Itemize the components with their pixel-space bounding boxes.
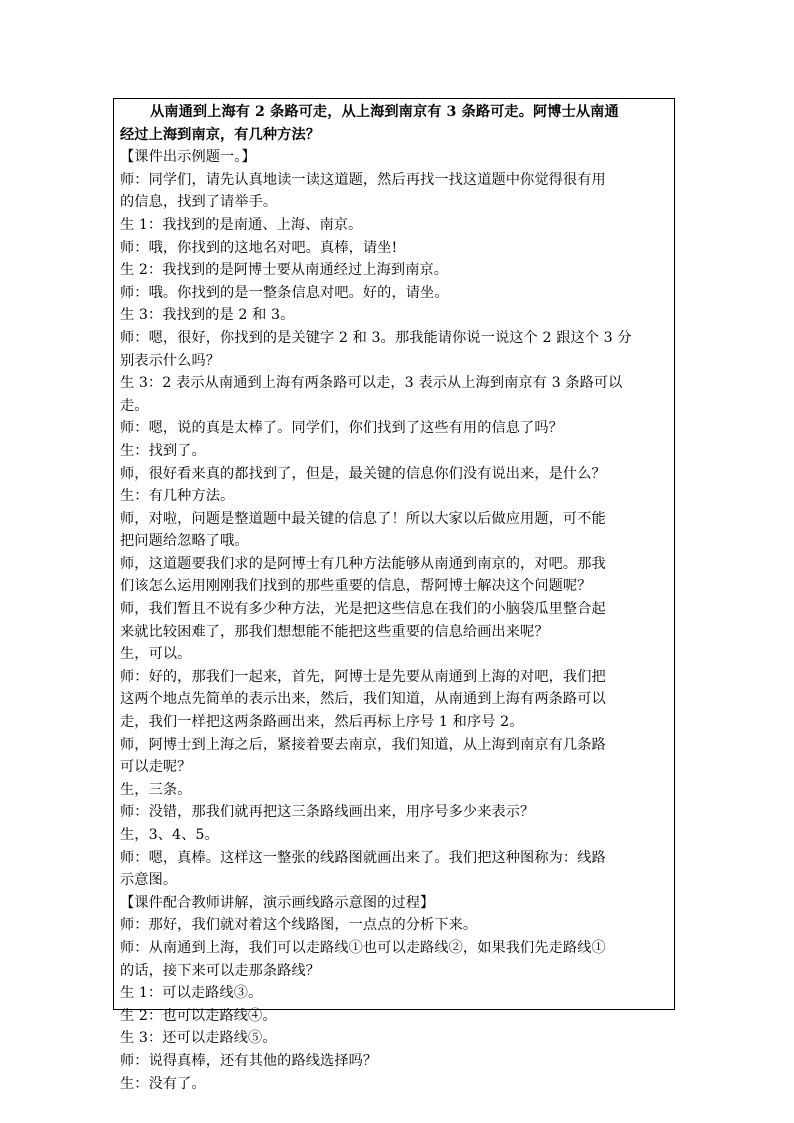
transcript-line: 师：嗯，很好，你找到的是关键字 2 和 3。那我能请你说一说这个 2 跟这个 3 分 (120, 329, 632, 346)
transcript-line: 生：没有了。 (120, 1075, 206, 1092)
transcript-line: 师，阿博士到上海之后，紧接着要去南京，我们知道，从上海到南京有几条路 (120, 736, 606, 753)
transcript-line: 的信息，找到了请举手。 (120, 194, 278, 211)
transcript-line: 生 3：还可以走路线⑤。 (120, 1030, 277, 1047)
transcript-line: 师：说得真棒，还有其他的路线选择吗？ (120, 1052, 378, 1069)
transcript-line: 师：嗯，真棒。这样这一整张的线路图就画出来了。我们把这种图称为：线路 (120, 849, 606, 866)
transcript-line: 师：好的，那我们一起来，首先，阿博士是先要从南通到上海的对吧，我们把 (120, 668, 606, 685)
lesson-transcript-box (113, 98, 675, 1092)
transcript-line: 可以走呢？ (120, 759, 192, 776)
transcript-line: 经过上海到南京，有几种方法？ (120, 126, 321, 143)
transcript-line: 生 1：我找到的是南通、上海、南京。 (120, 216, 363, 233)
transcript-line: 师，我们暂且不说有多少种方法，光是把这些信息在我们的小脑袋瓜里整合起 (120, 601, 606, 618)
transcript-line: 师：那好，我们就对着这个线路图，一点点的分析下来。 (120, 917, 478, 934)
transcript-line: 师：哦。你找到的是一整条信息对吧。好的，请坐。 (120, 284, 449, 301)
transcript-line: 从南通到上海有 2 条路可走，从上海到南京有 3 条路可走。阿博士从南通 (150, 104, 619, 120)
transcript-line: 这两个地点先简单的表示出来，然后，我们知道，从南通到上海有两条路可以 (120, 691, 606, 708)
transcript-line: 生：有几种方法。 (120, 488, 235, 505)
transcript-line: 【课件配合教师讲解，演示画线路示意图的过程】 (120, 894, 435, 911)
transcript-line: 把问题给忽略了哦。 (120, 533, 249, 550)
transcript-line: 师：嗯，说的真是太棒了。同学们，你们找到了这些有用的信息了吗？ (120, 420, 563, 437)
transcript-line: 师，很好看来真的都找到了，但是，最关键的信息你们没有说出来，是什么？ (120, 465, 606, 482)
transcript-line: 师：哦，你找到的这地名对吧。真棒，请坐! (120, 239, 398, 256)
transcript-line: 生，可以。 (120, 646, 192, 663)
transcript-line: 来就比较困难了，那我们想想能不能把这些重要的信息给画出来呢？ (120, 623, 549, 640)
transcript-line: 生，三条。 (120, 781, 192, 798)
transcript-line: 生 2：也可以走路线④。 (120, 1007, 277, 1024)
transcript-line: 【课件出示例题一。】 (120, 149, 256, 166)
transcript-line: 生，3、4、5。 (120, 827, 219, 843)
transcript-line: 师：同学们，请先认真地读一读这道题，然后再找一找这道题中你觉得很有用 (120, 171, 606, 188)
transcript-line: 师：没错，那我们就再把这三条路线画出来，用序号多少来表示？ (120, 804, 535, 821)
transcript-line: 的话，接下来可以走那条路线？ (120, 962, 321, 979)
transcript-line: 生 3：我找到的是 2 和 3。 (120, 307, 295, 324)
transcript-line: 师，对啦，问题是整道题中最关键的信息了！所以大家以后做应用题，可不能 (120, 510, 606, 527)
transcript-line: 走。 (120, 397, 149, 414)
transcript-line: 生 1：可以走路线③。 (120, 985, 263, 1002)
transcript-line: 师：从南通到上海，我们可以走路线①也可以走路线②，如果我们先走路线① (120, 939, 606, 956)
transcript-line: 生：找到了。 (120, 442, 206, 459)
transcript-line: 走，我们一样把这两条路画出来，然后再标上序号 1 和序号 2。 (120, 714, 524, 731)
transcript-line: 生 2：我找到的是阿博士要从南通经过上海到南京。 (120, 262, 449, 279)
transcript-line: 别表示什么吗？ (120, 352, 221, 369)
transcript-line: 示意图。 (120, 872, 178, 889)
transcript-line: 生 3：2 表示从南通到上海有两条路可以走，3 表示从上海到南京有 3 条路可以 (120, 375, 623, 392)
transcript-line: 们该怎么运用刚刚我们找到的那些重要的信息，帮阿博士解决这个问题呢？ (120, 578, 592, 595)
transcript-line: 师，这道题要我们求的是阿博士有几种方法能够从南通到南京的，对吧。那我 (120, 555, 606, 572)
